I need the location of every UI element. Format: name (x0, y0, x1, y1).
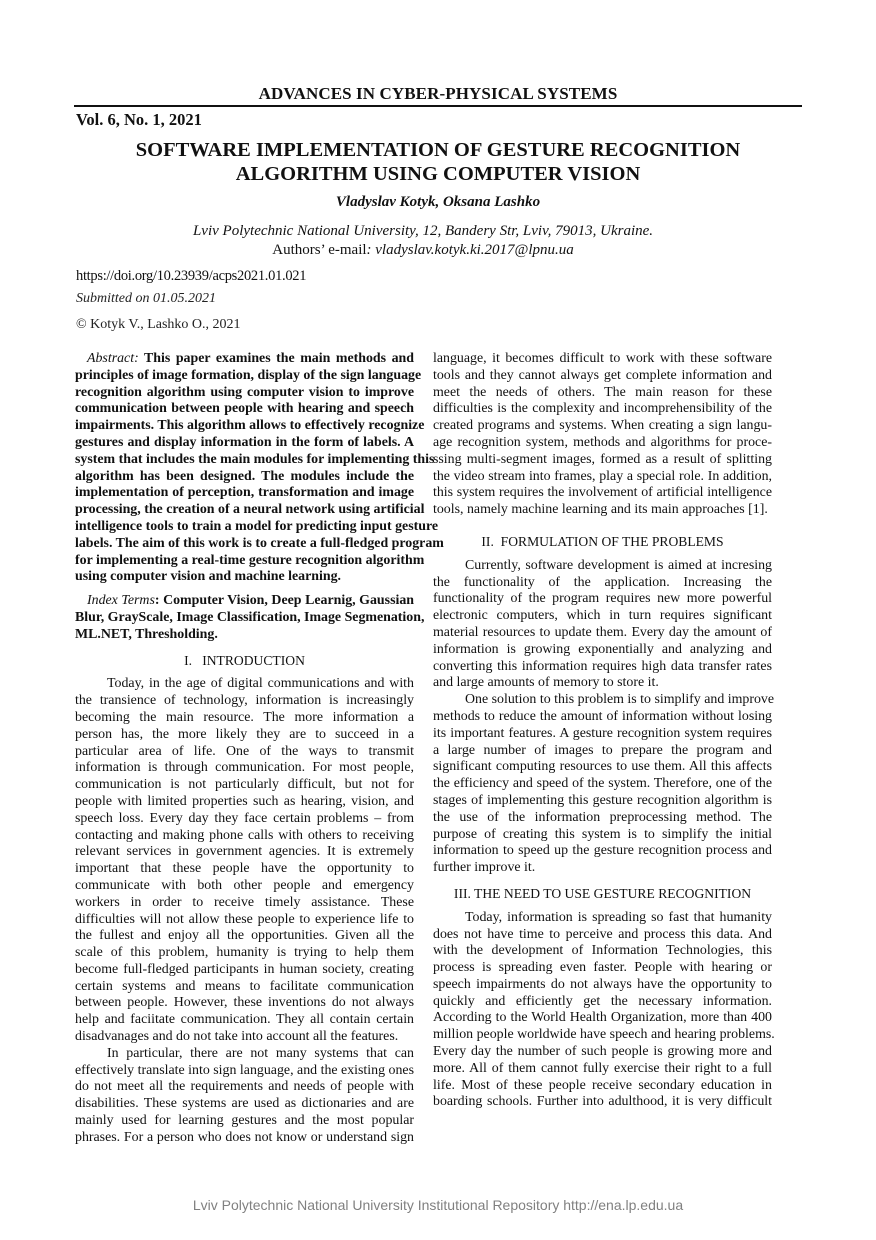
text-line: created programs and systems. When creating a sign langu- (433, 418, 772, 434)
email-label: Authors’ e-mail (272, 242, 367, 258)
text-line: stages of implementing this gesture recognition algorithm is (433, 792, 772, 808)
text-line: information is growing exponentially and analyzing and (433, 641, 772, 657)
email-line (0, 241, 846, 260)
text-line: further improve it. (433, 860, 536, 876)
text-line: ssing multi-segment images, formed as a result of splitting (433, 451, 772, 467)
text-line: contacting and making phone calls with others to receiving (75, 827, 414, 843)
text-line: process is spreading even faster. People with hearing or (433, 960, 772, 976)
text-line: and large amounts of memory to store it. (433, 675, 659, 691)
text-line: One solution to this problem is to simplify and improve (465, 692, 775, 708)
journal-name: ADVANCES IN CYBER-PHYSICAL SYSTEMS (258, 84, 618, 103)
text-line: the transience of technology, information is increasingly (75, 693, 414, 709)
text-line: communication is not particularly difficult, but not for (75, 777, 414, 793)
repository-footer[interactable]: Lviv Polytechnic National University Institutional Repository http://ena.lp.edu.ua (192, 1197, 684, 1213)
need-paragraph-1 (433, 909, 775, 1112)
text-line: certain systems and means to facilitate communication (75, 978, 414, 994)
text-line: workers in order to receive timely assistance. These (75, 894, 414, 910)
abstract-line: recognition algorithm using computer vision to improve (75, 384, 414, 400)
abstract-line: intelligence tools to train a model for predicting input gesture (75, 518, 439, 534)
text-line: information to speed up the gesture recognition process and (433, 843, 772, 859)
text-line: Today, in the age of digital communications and with (107, 676, 414, 692)
text-line: boarding schools. Further into adulthood, it is very difficult (433, 1094, 772, 1110)
submitted-date: Submitted on 01.05.2021 (76, 291, 216, 306)
index-terms-line: ML.NET, Thresholding. (75, 626, 218, 642)
text-line: between people. However, these inventions do not always (75, 995, 414, 1011)
abstract (75, 351, 444, 586)
text-line: phrases. For a person who does not know or understand sign (75, 1129, 414, 1145)
article-title (0, 138, 876, 186)
text-line: speech impairments do not always have the opportunity to (433, 976, 772, 992)
text-line: significant computing resources to use them. All this affects (433, 759, 772, 775)
text-line: the video stream into frames, play a special role. In addition, (433, 468, 772, 484)
affiliation-block (0, 222, 846, 260)
abstract-line: for implementing a real-time gesture recognition algorithm (75, 552, 425, 568)
doi-link[interactable]: https://doi.org/10.23939/acps2021.01.021 (76, 268, 307, 284)
right-column (433, 351, 775, 1111)
text-line: disadvanages and do not take into account all the features. (75, 1029, 399, 1045)
abstract-line: gestures and display information in the form of labels. A (75, 434, 414, 450)
text-line: According to the World Health Organization, more than 400 (433, 1010, 772, 1026)
text-line: disabilities. These systems are used as dictionaries and are (75, 1096, 414, 1112)
text-line: relevant services in government agencies. It is extremely (75, 844, 414, 860)
text-line: the functionality of the application. Increasing the (433, 574, 772, 590)
text-line: meet the needs of others. The main reason for these (433, 384, 772, 400)
text-line: converting this information requires high data transfer rates (433, 658, 772, 674)
text-line: material resources to update them. Every day the amount of (433, 624, 772, 640)
copyright: © Kotyk V., Lashko O., 2021 (76, 317, 241, 332)
text-line: tools and they cannot always get complete information and (433, 367, 772, 383)
author-email[interactable]: : vladyslav.kotyk.ki.2017@lpnu.ua (366, 242, 574, 258)
title-line: SOFTWARE IMPLEMENTATION OF GESTURE RECOGNITION (135, 139, 741, 161)
text-line: million people worldwide have speech and hearing problems. (433, 1027, 775, 1043)
text-line: mainly used for learning gestures and the most popular (75, 1113, 414, 1129)
text-line: help and faciitate communication. They all contain certain (75, 1012, 414, 1028)
text-line: difficulties will not allow these people to experience life to (75, 911, 414, 927)
abstract-line: algorithm has been designed. The modules include the (75, 468, 414, 484)
index-terms (75, 593, 425, 643)
abstract-line: implementation of perception, transformation and image (75, 485, 414, 501)
abstract-line: communication between people with hearing and speech (75, 401, 414, 417)
text-line: person has, the more likely they are to succeed in a (75, 726, 414, 742)
text-line: the fullest and enjoy all the opportunities. Given all the (75, 928, 414, 944)
header-rule (74, 105, 802, 107)
text-line: effectively translate into sign language, and the existing ones (75, 1062, 414, 1078)
abstract-line: principles of image formation, display of the sign language (75, 367, 422, 383)
intro-paragraph-2-continued (433, 351, 772, 519)
volume-info: Vol. 6, No. 1, 2021 (76, 110, 202, 129)
text-line: important that these people have the opportunity to (75, 861, 414, 877)
text-line: life. Most of these people receive secondary education in (433, 1077, 772, 1093)
text-line: more. All of them cannot fully exercise their right to a full (433, 1060, 772, 1076)
text-line: age recognition system, methods and algorithms for proce- (433, 434, 772, 450)
abstract-label: Abstract: (87, 351, 139, 366)
left-column (75, 351, 444, 1147)
authors: Vladyslav Kotyk, Oksana Lashko (335, 194, 541, 210)
abstract-line: system that includes the main modules for implementing this (75, 451, 435, 467)
intro-paragraph-1 (75, 676, 414, 1046)
section-heading-formulation: II. FORMULATION OF THE PROBLEMS (481, 533, 724, 549)
text-line: people with limited properties such as hearing, vision, and (75, 793, 414, 809)
text-line: does not have time to perceive and process this data. And (433, 926, 772, 942)
section-heading-need: III. THE NEED TO USE GESTURE RECOGNITION (453, 885, 752, 901)
text-line: difficulties is the complexity and incomprehensibility of the (433, 401, 772, 417)
formulation-paragraph-1 (433, 558, 772, 692)
abstract-line: using computer vision and machine learning. (75, 569, 342, 585)
text-line: become full-fledged participants in human society, creating (75, 961, 414, 977)
text-line: the efficiency and speed of the system. Therefore, one of the (433, 776, 772, 792)
text-line: methods to reduce the amount of information without losing (433, 708, 772, 724)
formulation-paragraph-2 (433, 692, 775, 877)
index-terms-line: Blur, GrayScale, Image Classification, Image Segmenation, (75, 609, 425, 625)
text-line: this system requires the involvement of artificial intelligence (433, 485, 772, 501)
text-line: the use of the information preprocessing method. The (433, 809, 772, 825)
text-line: communicate with both other people and emergency (75, 877, 414, 893)
affiliation: Lviv Polytechnic National University, 12, Bandery Str, Lviv, 79013, Ukraine. (192, 223, 654, 239)
text-line: purpose of creating this system is to simplify the initial (433, 826, 772, 842)
index-terms-line: Index Terms: Computer Vision, Deep Learnig, Gaussian (87, 593, 415, 609)
text-line: Today, information is spreading so fast that humanity (465, 909, 772, 925)
text-line: language, it becomes difficult to work with these software (433, 351, 772, 366)
abstract-line: processing, the creation of a neural network using artificial (75, 502, 425, 518)
text-line: becoming the main resource. The more information a (75, 709, 414, 725)
section-heading-introduction: I. INTRODUCTION (184, 652, 305, 668)
text-line: Currently, software development is aimed at incresing (465, 557, 772, 573)
abstract-line: impairments. This algorithm allows to effectively recognize (75, 418, 425, 434)
text-line: tools, namely machine learning and its main approaches [1]. (433, 502, 768, 518)
text-line: In particular, there are not many systems that can (107, 1045, 414, 1061)
text-line: scale of this problem, humanity is trying to help them (75, 945, 414, 961)
abstract-line: labels. The aim of this work is to create a full-fledged program (75, 535, 444, 551)
index-terms-label: Index Terms (87, 593, 155, 609)
text-line: with the development of Information Technologies, this (433, 943, 772, 959)
text-line: Every day the number of such people is growing more and (433, 1044, 772, 1060)
text-line: speech loss. Every day they face certain problems – from (75, 810, 414, 826)
text-line: its important features. A gesture recognition system requires (433, 725, 772, 741)
intro-paragraph-2 (75, 1046, 414, 1147)
text-line: functionality of the program requires new more powerful (433, 591, 772, 607)
text-line: do not meet all the requirements and needs of people with (75, 1079, 414, 1095)
text-line: quickly and efficiently get the necessary information. (433, 993, 772, 1009)
text-line: particular area of life. One of the ways to transmit (75, 743, 414, 759)
text-line: electronic computers, which in turn requires significant (433, 608, 772, 624)
abstract-line: Abstract: This paper examines the main methods and (87, 351, 414, 366)
text-line: a large number of images to prepare the program and (433, 742, 772, 758)
title-line: ALGORITHM USING COMPUTER VISION (235, 163, 641, 185)
text-line: information is through communication. For most people, (75, 760, 414, 776)
